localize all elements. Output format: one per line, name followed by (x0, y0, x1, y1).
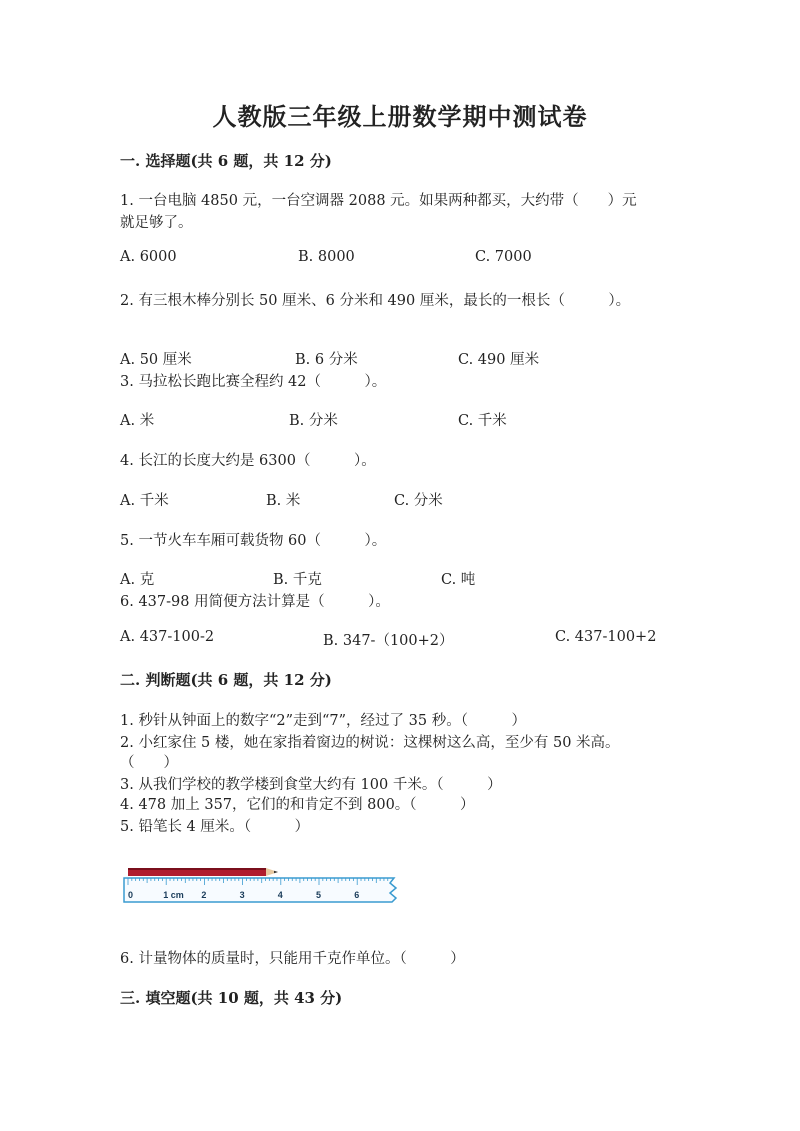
choice-q5-option-c[interactable]: C. 吨 (441, 572, 476, 588)
choice-q6-option-a[interactable]: A. 437-100-2 (120, 629, 215, 645)
choice-q3-text: 3. 马拉松长跑比赛全程约 42（ ）。 (120, 374, 387, 390)
choice-q2-option-b[interactable]: B. 6 分米 (295, 352, 358, 368)
judge-q1-text: 1. 秒针从钟面上的数字“2”走到“7”，经过了 35 秒。（ ） (120, 713, 526, 729)
choice-q3-option-a[interactable]: A. 米 (120, 413, 155, 429)
choice-q3-option-b[interactable]: B. 分米 (289, 413, 338, 429)
ruler-label: 0 (128, 890, 134, 900)
choice-q1-option-a[interactable]: A. 6000 (120, 249, 177, 265)
choice-q5-option-a[interactable]: A. 克 (120, 572, 155, 588)
choice-q6-text: 6. 437-98 用简便方法计算是（ ）。 (120, 594, 390, 610)
choice-q4-option-b[interactable]: B. 米 (266, 493, 301, 509)
judge-q5-text: 5. 铅笔长 4 厘米。（ ） (120, 819, 310, 835)
section-choice-heading: 一. 选择题(共 6 题，共 12 分) (120, 152, 332, 170)
choice-q6-option-c[interactable]: C. 437-100+2 (555, 629, 657, 645)
ruler-label: 2 (201, 890, 207, 900)
ruler-label: 5 (316, 890, 322, 900)
pencil-ruler-figure (122, 862, 402, 908)
choice-q4-option-c[interactable]: C. 分米 (394, 493, 443, 509)
ruler-label: 1 cm (163, 890, 184, 900)
choice-q1-option-b[interactable]: B. 8000 (298, 249, 355, 265)
judge-q2-text: 2. 小红家住 5 楼，她在家指着窗边的树说：这棵树这么高，至少有 50 米高。 (120, 735, 620, 751)
page-title: 人教版三年级上册数学期中测试卷 (212, 102, 588, 131)
judge-q6-text: 6. 计量物体的质量时，只能用千克作单位。（ ） (120, 951, 465, 967)
section-judge-heading: 二. 判断题(共 6 题，共 12 分) (120, 671, 332, 689)
judge-q3-text: 3. 从我们学校的教学楼到食堂大约有 100 千米。（ ） (120, 777, 502, 793)
choice-q1-text-cont: 就足够了。 (120, 215, 193, 231)
choice-q1-text: 1. 一台电脑 4850 元，一台空调器 2088 元。如果两种都买，大约带（ ）元 (120, 193, 637, 209)
choice-q4-option-a[interactable]: A. 千米 (120, 493, 169, 509)
choice-q1-option-c[interactable]: C. 7000 (475, 249, 532, 265)
ruler-label: 6 (354, 890, 360, 900)
choice-q2-text: 2. 有三根木棒分别长 50 厘米、6 分米和 490 厘米，最长的一根长（ ）。 (120, 293, 631, 309)
pencil-icon (128, 868, 278, 876)
choice-q2-option-c[interactable]: C. 490 厘米 (458, 352, 540, 368)
ruler-label: 4 (277, 890, 283, 900)
choice-q4-text: 4. 长江的长度大约是 6300（ ）。 (120, 453, 376, 469)
choice-q5-text: 5. 一节火车车厢可载货物 60（ ）。 (120, 533, 387, 549)
choice-q3-option-c[interactable]: C. 千米 (458, 413, 507, 429)
section-fill-heading: 三. 填空题(共 10 题，共 43 分) (120, 989, 343, 1007)
ruler-label: 3 (239, 890, 245, 900)
judge-q2-answer-blank[interactable]: （ ） (120, 755, 178, 771)
choice-q2-option-a[interactable]: A. 50 厘米 (120, 352, 192, 368)
choice-q5-option-b[interactable]: B. 千克 (273, 572, 322, 588)
choice-q6-option-b[interactable]: B. 347-（100+2） (323, 633, 454, 649)
judge-q4-text: 4. 478 加上 357，它们的和肯定不到 800。（ ） (120, 797, 475, 813)
